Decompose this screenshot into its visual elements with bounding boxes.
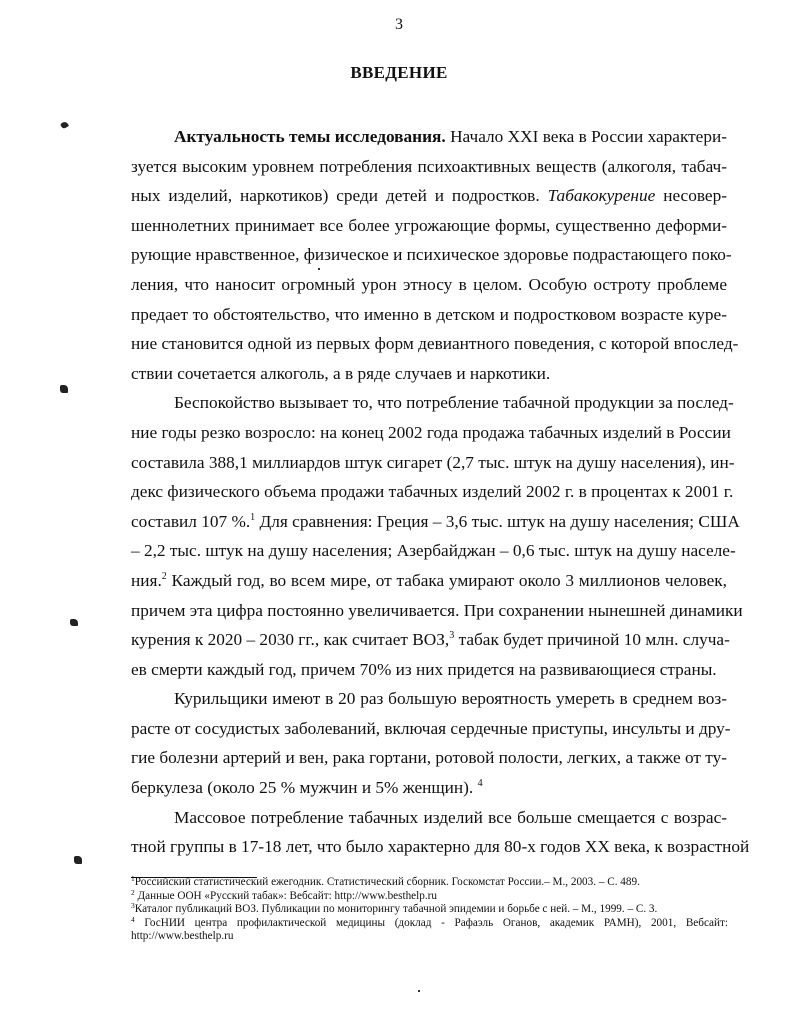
paragraph-line: ния.$^2$ Каждый год, во всем мире, от табака умирают около 3 миллионов человек, — [131, 570, 727, 590]
paragraph-line: Курильщики имеют в 20 раз большую вероятность умереть в среднем воз- — [174, 689, 727, 709]
paragraph-line: тной группы в 17-18 лет, что было характерно для 80-х годов XX века, к возрастной — [131, 837, 750, 857]
body-text — [131, 122, 750, 862]
footnote-1: $^1$Российский статистический ежегодник. Статистический сборник. Госкомстат России.– М., 2003. – С. 489. — [131, 874, 640, 888]
paragraph-line: причем эта цифра постоянно увеличивается. При сохранении нынешней динамики — [131, 600, 743, 620]
paragraph-line: составила 388,1 миллиардов штук сигарет (2,7 тыс. штук на душу населения), ин- — [131, 452, 735, 472]
footnote-ref[interactable]: 2 — [161, 570, 167, 582]
paragraph-line: ние становится одной из первых форм девиантного поведения, с которой впослед- — [131, 334, 739, 354]
paragraph-line: рующие нравственное, физическое и психическое здоровье подрастающего поко- — [131, 245, 732, 265]
footnote-ref[interactable]: 1 — [250, 511, 256, 523]
paragraph-line: зуется высоким уровнем потребления психоактивных веществ (алкоголя, табач- — [131, 156, 727, 176]
paragraph-line: Актуальность темы исследования. Начало XXI века в России характери- — [174, 127, 727, 146]
footnote-3: $^3$Каталог публикаций ВОЗ. Публикации по мониторингу табачной эпидемии и борьбе с ней. – М., 1999. – С. 3. — [131, 901, 658, 916]
paragraph-line: ев смерти каждый год, причем 70% из них придется на развивающиеся страны. — [131, 659, 717, 679]
paragraph-line: расте от сосудистых заболеваний, включая сердечные приступы, инсульты и дру- — [131, 718, 731, 738]
paragraph-line: ных изделий, наркотиков) среди детей и подростков. Табакокурение несовер- — [131, 186, 727, 206]
paragraph-line: беркулеза (около 25 % мужчин и 5% женщин). $^4$ — [131, 778, 483, 798]
scan-artifact — [74, 856, 82, 864]
footnote-ref[interactable]: 4 — [477, 778, 483, 790]
paragraph-line: декс физического объема продажи табачных изделий 2002 г. в процентах к 2001 г. — [131, 482, 734, 502]
paragraph-lead: Актуальность темы исследования. — [174, 127, 446, 146]
footnote-2: $^2$ Данные ООН «Русский табак»: Вебсайт: http://www.besthelp.ru — [131, 887, 437, 902]
paragraph-line: шеннолетних принимает все более угрожающие формы, существенно деформи- — [131, 215, 727, 235]
paragraph-line: Массовое потребление табачных изделий все больше смещается с возрас- — [174, 807, 727, 827]
scan-artifact — [60, 121, 69, 130]
page-number: 3 — [395, 16, 403, 33]
footnote-ref[interactable]: 3 — [449, 630, 455, 642]
paragraph-line: ствии сочетается алкоголь, а в ряде случаев и наркотики. — [131, 363, 551, 383]
scan-artifact — [418, 990, 420, 992]
paragraph-line: составил 107 %.$^1$ Для сравнения: Греция – 3,6 тыс. штук на душу населения; США — [131, 511, 740, 531]
scan-artifact — [60, 385, 68, 393]
paragraph-line: ления, что наносит огромный урон этносу в целом. Особую остроту проблеме — [131, 274, 727, 294]
paragraph-line: Беспокойство вызывает то, что потребление табачной продукции за послед- — [174, 393, 734, 413]
section-heading: ВВЕДЕНИЕ — [350, 63, 448, 82]
footnote-4: $^4$ ГосНИИ центра профилактической медицины (доклад - Рафаэль Оганов, академик РАМН), 2001, Вебсайт: — [131, 914, 728, 929]
paragraph-line: ние годы резко возросло: на конец 2002 года продажа табачных изделий в России — [131, 422, 731, 442]
paragraph-line: курения к 2020 – 2030 гг., как считает ВОЗ,$^3$ табак будет причиной 10 млн. случа- — [131, 630, 730, 650]
scan-artifact — [70, 619, 78, 626]
footnote-4-continuation[interactable]: http://www.besthelp.ru — [131, 930, 234, 943]
emphasis-term: Табакокурение — [547, 186, 656, 206]
footnotes — [131, 876, 728, 944]
paragraph-line: предает то обстоятельство, что именно в детском и подростковом возрасте куре- — [131, 304, 727, 324]
paragraph-line: – 2,2 тыс. штук на душу населения; Азербайджан – 0,6 тыс. штук на душу населе- — [131, 541, 736, 561]
paragraph-line: гие болезни артерий и вен, рака гортани, ротовой полости, легких, а также от ту- — [131, 748, 727, 768]
